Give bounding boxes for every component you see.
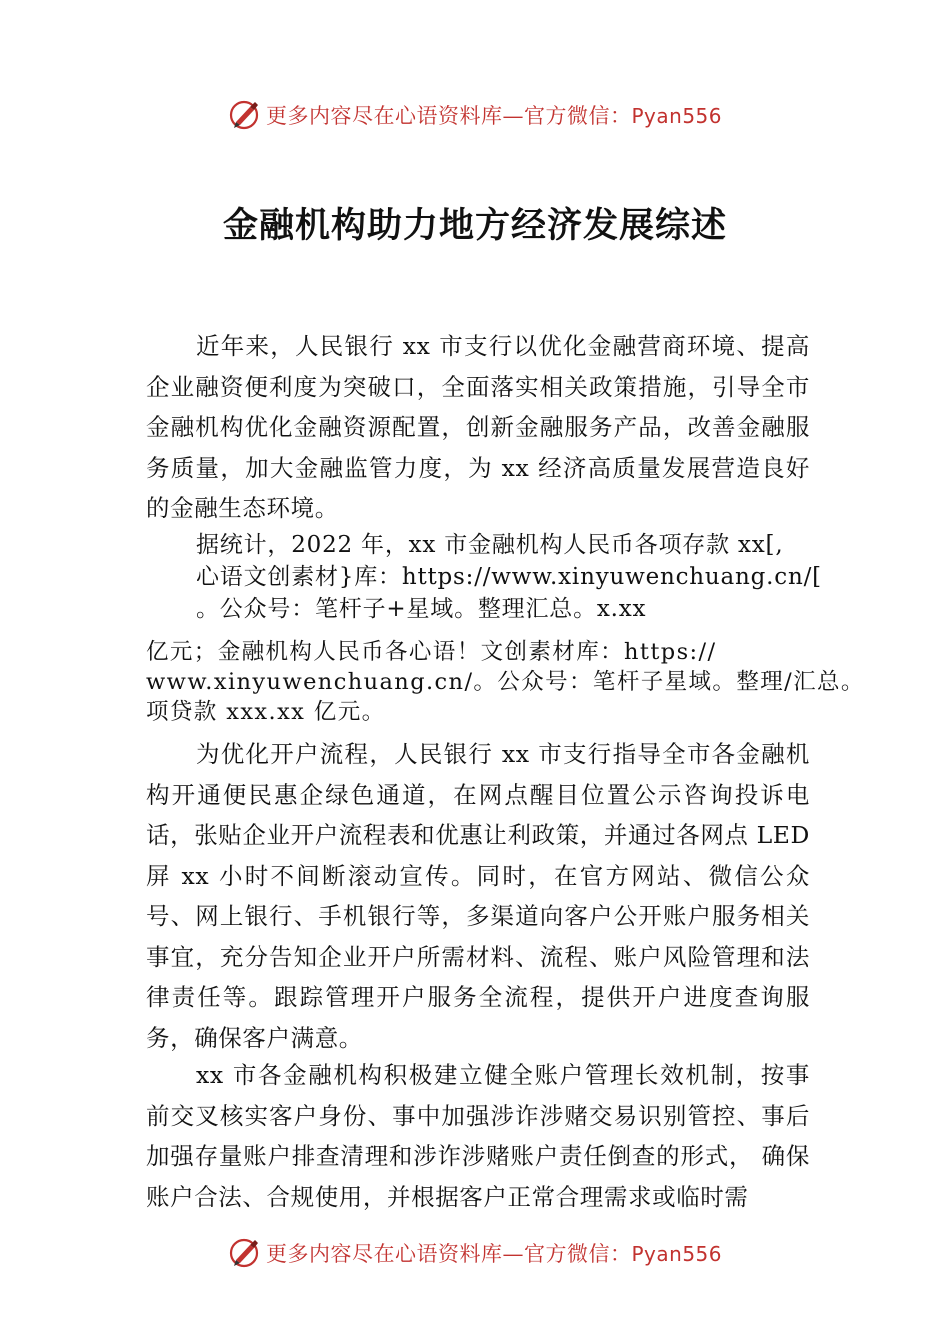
pen-logo-icon [228, 98, 262, 132]
paragraph-1: 近年来，人民银行 xx 市支行以优化金融营商环境、提高企业融资便利度为突破口，全面落实相关政策措施，引导全市金融机构优化金融资源配置，创新金融服务产品，改善金融服务质量，加大金融监管力度，为 xx 经济高质量发展营造良好的金融生态环境。 [146, 332, 810, 522]
paragraph-2b-line-3: 项贷款 xxx.xx 亿元。 [146, 699, 386, 725]
paragraph-3: 为优化开户流程，人民银行 xx 市支行指导全市各金融机构开通便民惠企绿色通道，在网点醒目位置公示咨询投诉电话，张贴企业开户流程表和优惠让利政策，并通过各网点 LED 屏 xx 小时不间断滚动宣传。同时，在官方网站、微信公众号、网上银行、手机银行等，多渠道向客户公开账户服务相关事宜，充分告知企业开户所需材料、流程、账户风险管理和法律责任等。跟踪管理开户服务全流程，提供开户进度查询服务，确保客户满意。 [146, 740, 810, 1052]
footer-watermark [0, 1233, 950, 1273]
paragraph-2-line-2: 心语文创素材}库：https://www.xinyuwenchuang.cn/[ [196, 564, 822, 590]
paragraph-2b-lines [146, 637, 865, 727]
paragraph-4: xx 市各金融机构积极建立健全账户管理长效机制，按事前交叉核实客户身份、事中加强涉诈涉赌交易识别管控、事后加强存量账户排查清理和涉诈涉赌账户责任倒查的形式， 确保账户合法、合规使用，并根据客户正常合理需求或临时需 [146, 1061, 810, 1211]
header-watermark [0, 95, 950, 135]
document-title: 金融机构助力地方经济发展综述 [222, 205, 727, 246]
watermark-text: 更多内容尽在心语资料库—官方微信：Pyan556 [265, 1242, 722, 1266]
paragraph-2-line-3: 。公众号：笔杆子+星域。整理汇总。x.xx [196, 596, 647, 622]
paragraph-2-lines [196, 529, 822, 625]
watermark-text: 更多内容尽在心语资料库—官方微信：Pyan556 [265, 104, 722, 128]
paragraph-2b-line-2: www.xinyuwenchuang.cn/。公众号：笔杆子星域。整理/汇总。 [146, 669, 865, 695]
paragraph-2-line-1: 据统计，2022 年，xx 市金融机构人民币各项存款 xx[, [196, 532, 784, 558]
pen-logo-icon [228, 1236, 262, 1270]
paragraph-2b-line-1: 亿元；金融机构人民币各心语！文创素材库：https:// [146, 639, 717, 665]
